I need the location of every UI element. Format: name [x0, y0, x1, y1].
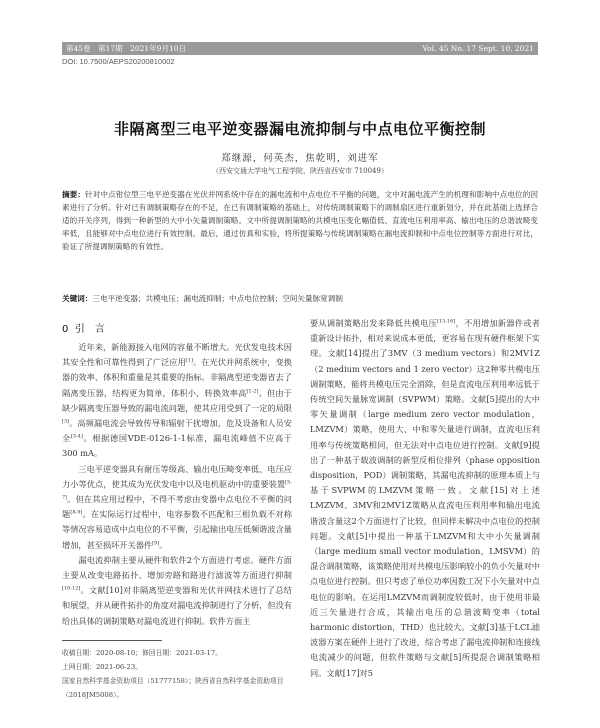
- section-number: 0: [62, 324, 69, 335]
- affiliation: （西安交通大学电气工程学院，陕西省西安市 710049）: [212, 167, 388, 175]
- abstract-label: 摘要：: [62, 190, 86, 199]
- authors: 郑继源，何英杰，焦乾明，刘进军: [221, 153, 379, 164]
- right-column: [310, 316, 540, 681]
- doi: DOI: 10.7500/AEPS20200810002: [62, 57, 175, 66]
- keywords-label: 关键词：: [62, 294, 93, 303]
- paragraph: 近年来，新能源接入电网的容量不断增大。光伏发电技术因其安全性和可靠性得到了广泛应用[1]。在光伏并网系统中，变换器的效率、体积和重量是其重要的指标。非隔离型逆变器省去了隔离变压器，结构更为简单，体积小，转换效率高[1-2]。但由于缺少隔离变压器导致的漏电流问题，使其应用受到了一定的局限[3]。高频漏电流会导致传导和辐射干扰增加，危及设备和人员安全[3-4]。根据德国VDE-0126-1-1标准，漏电流峰值不应高于300 mA。: [62, 342, 292, 459]
- abstract: [62, 188, 538, 253]
- footnote-funding: 国家自然科学基金资助项目（51777158）；陕西省自然科学基金资助项目（2018JM5008）。: [62, 677, 284, 699]
- paper-title: 非隔离型三电平逆变器漏电流抑制与中点电位平衡控制: [113, 120, 486, 138]
- footnote-divider: [62, 640, 162, 641]
- journal-header-bar: [62, 42, 538, 55]
- keywords-text: 三电平逆变器；共模电压；漏电流抑制；中点电位控制；空间矢量脉宽调制: [92, 294, 343, 303]
- abstract-text: 针对中点钳位型三电平逆变器在光伏并网系统中存在的漏电流和中点电位不平衡的问题，文中对漏电流产生的机理和影响中点电位的因素进行了分析。针对已有调制策略存在的不足，在已有调制策略的基础上，对传统调制策略下的调制扇区进行重新划分，并在此基础上选择合适的开关序列，得到一种新型的大中小矢量调制策略。文中所提调制策略的共模电压变化幅值低、直流电压利用率高、输出电压的总谐波畸变率低，且能够对中点电位进行有效控制。最后，通过仿真和实验，将所提策略与传统调制策略在漏电流抑制和中点电位控制等方面进行对比，验证了所提调制策略的有效性。: [62, 190, 539, 251]
- journal-issue-cn: 第45卷 第17期 2021年9月10日: [66, 44, 186, 53]
- footnote-received: 收稿日期：2020-08-10；修回日期：2021-03-17。: [62, 649, 222, 657]
- paragraph: 漏电流抑制主要从硬件和软件2个方面进行考虑。硬件方面主要从改变电路拓扑、增加旁路和路进行滤波等方面进行抑制[10-12]。文献[10]对非隔离型逆变器和光伏并网技术进行了总结和展望，并从硬件拓扑的角度对漏电流抑制进行了分析，但没有给出具体的调制策略对漏电流进行抑制。软件方面主: [62, 554, 292, 626]
- left-column: [62, 340, 292, 629]
- footnotes: [62, 646, 292, 702]
- keywords: [62, 293, 538, 304]
- section-title: 引 言: [74, 324, 105, 335]
- footnote-online: 上网日期：2021-06-23。: [62, 663, 142, 671]
- paragraph: 三电平逆变器具有耐压等级高、输出电压畸变率低、电压应力小等优点，使其成为光伏发电中以及电机驱动中的重要装置[5-7]。但在其应用过程中，不得不考虑由变器中点电位不平衡的问题[8-9]。在实际运行过程中，电容参数不匹配和三相负载不对称等情况容易造成中点电位的不平衡，引起输出电压低频谐波含量增加，甚至损坏开关器件[9]。: [62, 463, 292, 550]
- section-heading: [62, 320, 105, 335]
- paragraph: 要从调制策略出发来降低共模电压[13-16]，不用增加新器件或者重新设计拓扑，相对来说成本更低，更容易在现有硬件框架下实现。文献[14]提出了3MV（3 medium vectors）和2MV1Z（2 medium vectors and 1 zero vector）这2种零共模电压调制策略，能将共模电压完全消除，但是直流电压利用率远低于传统空间矢量脉宽调制（SVPWM）策略。文献[5]提出的大中零矢量调制（large medium zero vector modulation，LMZVM）策略，使用大、中和零矢量进行调制，直流电压利用率与传统策略相同，但无法对中点电位进行控制。文献[9]提出了一种基于载波调制的新型反相位排列（phase opposition disposition，POD）调制策略，其漏电流抑制的原理本质上与基于SVPWM的LMZVM策略一致。文献[15]对上述LMZVM、3MV和2MV1Z策略从直流电压利用率和输出电流谐波含量这2个方面进行了比较，但同样未解决中点电位的控制问题。文献[5]中提出一种基于LMZVM和大中小矢量调制（large medium small vector modulation，LMSVM）的混合调制策略，该策略使用对共模电压影响较小的负小矢量对中点电位进行控制。但只考虑了单位功率因数工况下小矢量对中点电位的影响。在运用LMZVM而调制度较低时，由于使用非最近三矢量进行合成，其输出电压的总谐波畸变率（total harmonic distortion，THD）也比较大。文献[3]基于LCL滤波器方案在硬件上进行了改进，综合考虑了漏电流抑制和连接线电流减少的问题，但软件策略与文献[5]所提混合调制策略相同。文献[17]对5: [310, 318, 540, 678]
- journal-issue-en: Vol. 45 No. 17 Sept. 10, 2021: [422, 44, 534, 53]
